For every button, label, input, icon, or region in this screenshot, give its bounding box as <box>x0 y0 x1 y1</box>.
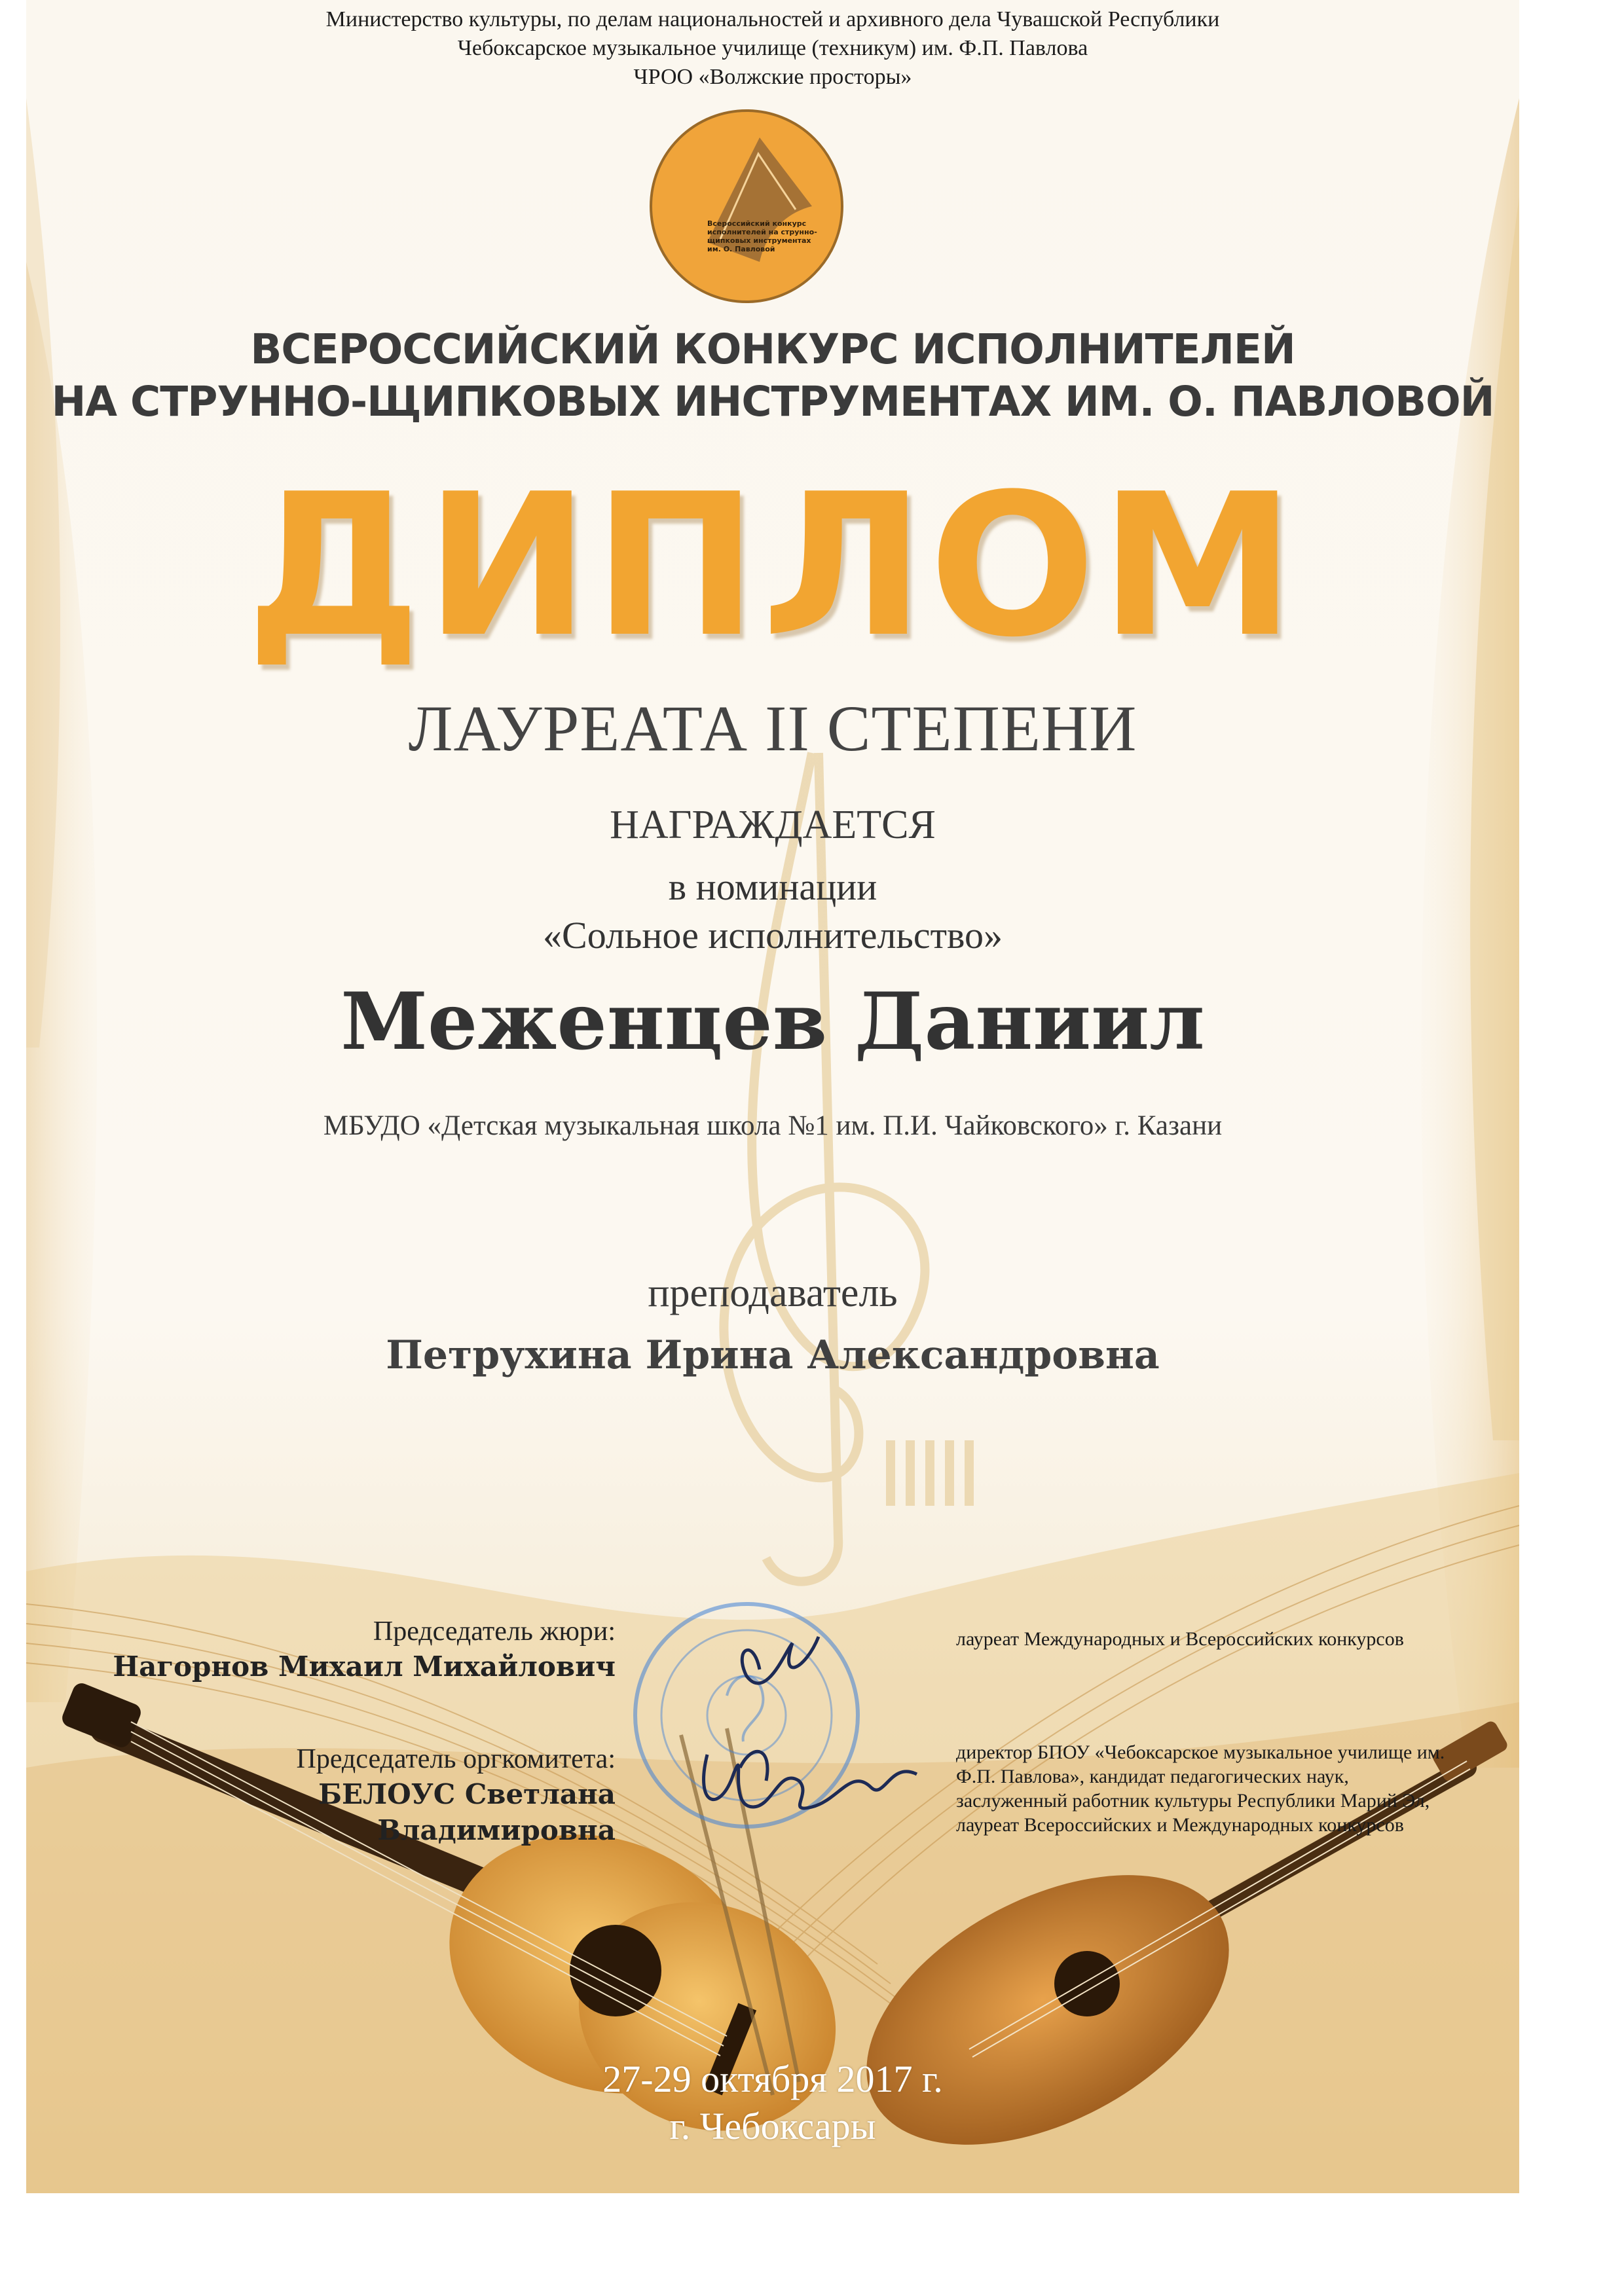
diploma-title: ДИПЛОМ <box>246 452 1300 680</box>
logo-text-3: щипковых инструментах <box>707 236 811 245</box>
event-dates: 27-29 октября 2017 г. <box>602 2058 943 2100</box>
contest-logo <box>648 108 845 304</box>
committee-credentials-line1: директор БПОУ «Чебоксарское музыкальное училище им. <box>956 1741 1445 1763</box>
teacher-label: преподаватель <box>648 1271 898 1315</box>
contest-title-line2: НА СТРУННО-ЩИПКОВЫХ ИНСТРУМЕНТАХ ИМ. О. ПАВЛОВОЙ <box>51 378 1494 426</box>
awarded-label: НАГРАЖДАЕТСЯ <box>610 803 936 847</box>
contest-title-line1: ВСЕРОССИЙСКИЙ КОНКУРС ИСПОЛНИТЕЛЕЙ <box>250 325 1295 373</box>
nomination-label: в номинации <box>668 866 877 908</box>
jury-credentials: лауреат Международных и Всероссийских конкурсов <box>956 1628 1404 1650</box>
teacher-name: Петрухина Ирина Александровна <box>386 1332 1160 1378</box>
organization-line: ЧРОО «Волжские просторы» <box>633 65 912 89</box>
committee-block <box>92 1741 616 1849</box>
committee-credentials-line4: лауреат Всероссийских и Международных конкурсов <box>956 1814 1404 1836</box>
committee-label: Председатель оргкомитета: <box>296 1744 616 1774</box>
committee-credentials <box>956 1740 1519 1837</box>
logo-text-1: Всероссийский конкурс <box>707 219 807 228</box>
diploma <box>26 0 1519 2193</box>
logo-text-2: исполнителей на струнно- <box>707 228 817 236</box>
college-line: Чебоксарское музыкальное училище (техникум) им. Ф.П. Павлова <box>457 36 1088 60</box>
logo-text-4: им. О. Павловой <box>707 245 775 253</box>
event-city: г. Чебоксары <box>669 2105 876 2147</box>
degree-title: ЛАУРЕАТА II СТЕПЕНИ <box>408 692 1137 765</box>
ministry-line: Министерство культуры, по делам национальностей и архивного дела Чувашской Республики <box>325 7 1220 31</box>
committee-credentials-line2: Ф.П. Павлова», кандидат педагогических наук, <box>956 1766 1349 1787</box>
jury-label: Председатель жюри: <box>373 1616 616 1647</box>
school-name: МБУДО «Детская музыкальная школа №1 им. П.И. Чайковского» г. Казани <box>323 1110 1223 1141</box>
jury-name: Нагорнов Михаил Михайлович <box>113 1650 616 1683</box>
committee-credentials-line3: заслуженный работник культуры Республики Марий Эл, <box>956 1790 1430 1812</box>
signature-marks <box>655 1611 943 1846</box>
committee-name: БЕЛОУС Светлана Владимировна <box>318 1778 616 1846</box>
jury-block <box>105 1614 616 1685</box>
recipient-name: Меженцев Даниил <box>341 975 1205 1068</box>
nomination-name: «Сольное исполнительство» <box>543 914 1003 957</box>
